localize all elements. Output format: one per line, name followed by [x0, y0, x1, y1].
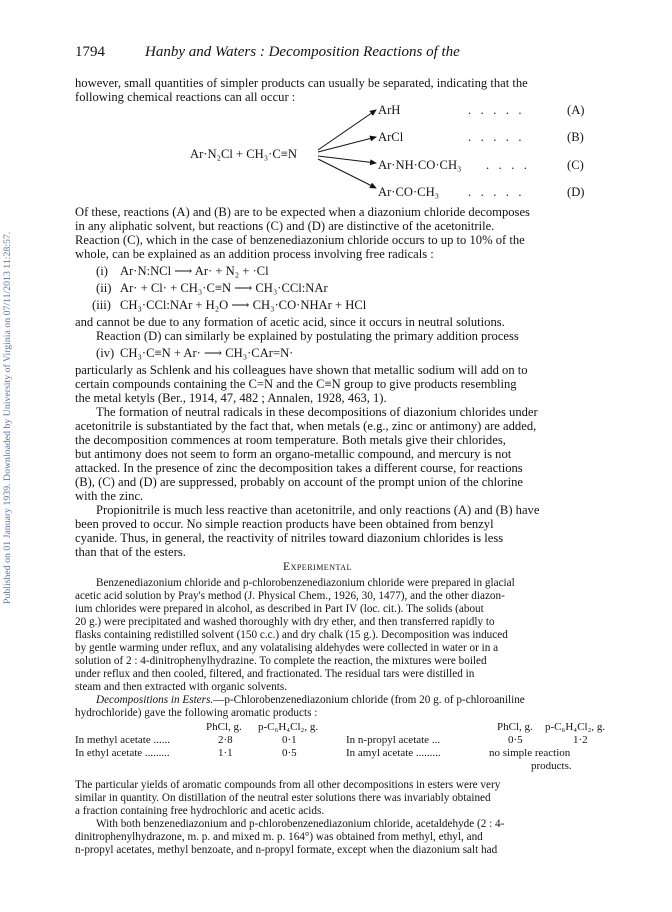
text-line: by gentle warming under reflux, and any volatalising aldehydes were collected in water or in a: [75, 642, 499, 654]
text-line: acetonitrile is substantiated by the fact that, when metals (e.g., zinc or antimony) are added,: [75, 419, 537, 433]
table-cell: 1·2: [573, 734, 588, 746]
table-cell: In amyl acetate .........: [346, 747, 441, 759]
text-line: 20 g.) were precipitated and washed thoroughly with dry ether, and then transferred rapidly to: [75, 616, 495, 628]
scheme-label-b: (B): [567, 130, 584, 144]
section-heading: Experimental: [283, 560, 352, 573]
equation: CH₃·C≡N + Ar· ⟶ CH₃·CAr=N·: [120, 346, 294, 360]
text-line: hydrochloride) gave the following aromatic products :: [75, 707, 318, 719]
text-line: dinitrophenylhydrazone, m. p. and mixed m. p. 164°) was obtained from methyl, ethyl, and: [75, 831, 483, 843]
text-line: but antimony does not seem to form an organo-metallic compound, and mercury is not: [75, 447, 512, 461]
column-header: PhCl, g.: [206, 721, 242, 733]
text-line: Propionitrile is much less reactive than acetonitrile, and only reactions (A) and (B) have: [96, 503, 540, 517]
leader-dots: . . . . .: [468, 103, 522, 117]
text-line: flasks containing redistilled solvent (150 c.c.) and dry chalk (15 g.). Decomposition was induced: [75, 629, 508, 641]
table-cell: In ethyl acetate .........: [75, 747, 170, 759]
text-line: acetic acid solution by Pray's method (J. Physical Chem., 1926, 30, 1477), and the other diazon-: [75, 590, 505, 602]
text-line: solution of 2 : 4-dinitrophenylhydrazine. To complete the reaction, the mixtures were boiled: [75, 655, 487, 667]
scheme-reactant: Ar·N₂Cl + CH₃·C≡N: [190, 147, 297, 161]
text-line: Reaction (D) can similarly be explained by postulating the primary addition process: [96, 329, 519, 343]
column-header: p-C₆H₄Cl₂, g.: [545, 721, 606, 733]
text-line: and cannot be due to any formation of acetic acid, since it occurs in neutral solutions.: [75, 315, 505, 329]
text-line: the decomposition commences at room temperature. Both metals give their chlorides,: [75, 433, 506, 447]
column-header: p-C₆H₄Cl₂, g.: [258, 721, 319, 733]
text-line: following chemical reactions can all occur :: [75, 90, 296, 104]
table-cell: no simple reaction: [489, 747, 571, 759]
text-line: cyanide. Thus, in general, the reactivity of nitriles toward diazonium chlorides is less: [75, 531, 504, 545]
text-line: [96, 693, 525, 707]
text-line: Of these, reactions (A) and (B) are to be expected when a diazonium chloride decomposes: [75, 205, 530, 219]
equation: CH₃·CCl:NAr + H₂O ⟶ CH₃·CO·NHAr + HCl: [120, 298, 367, 312]
text-line: With both benzenediazonium and p-chlorobenzenediazonium chloride, acetaldehyde (2 : 4-: [96, 818, 505, 830]
table-cell: 0·1: [282, 734, 297, 746]
subsection-lead: Decompositions in Esters.: [96, 694, 214, 706]
text-line: steam and then extracted with organic solvents.: [75, 681, 287, 693]
text-line: n-propyl acetates, methyl benzoate, and n-propyl formate, except when the diazonium salt had: [75, 844, 498, 856]
text-line: Reaction (C), which in the case of benzenediazonium chloride occurs to up to 10% of the: [75, 233, 525, 247]
equation: Ar· + Cl· + CH₃·C≡N ⟶ CH₃·CCl:NAr: [120, 281, 328, 295]
text-line: (B), (C) and (D) are suppressed, probably on account of the prompt union of the chlorine: [75, 475, 524, 489]
text-line: with the zinc.: [75, 489, 144, 503]
scheme-product-a: ArH: [378, 103, 401, 117]
equation-number: (ii): [96, 281, 112, 295]
text-line: a fraction containing free hydrochloric and acetic acids.: [75, 805, 325, 817]
text-line: in any aliphatic solvent, but reactions (C) and (D) are distinctive of the acetonitrile.: [75, 219, 495, 233]
running-title: Hanby and Waters : Decomposition Reactions of the: [145, 44, 460, 60]
column-header: PhCl, g.: [497, 721, 533, 733]
table-cell: 0·5: [282, 747, 297, 759]
text-line: The formation of neutral radicals in these decompositions of diazonium chlorides under: [96, 405, 538, 419]
text-line: been proved to occur. No simple reaction products have been obtained from benzyl: [75, 517, 494, 531]
text-line: The particular yields of aromatic compounds from all other decompositions in esters were very: [75, 779, 501, 791]
text-line: than that of the esters.: [75, 545, 186, 559]
table-cell: 2·8: [218, 734, 233, 746]
text-line: similar in quantity. On distillation of the neutral ester solutions there was invariably obtained: [75, 792, 491, 804]
table-cell: In methyl acetate ......: [75, 734, 170, 746]
leader-dots: . . . . .: [468, 130, 522, 144]
text-line: certain compounds containing the C=N and the C≡N group to give products resembling: [75, 377, 517, 391]
text-line: attacked. In the presence of zinc the decomposition takes a different course, for reactions: [75, 461, 523, 475]
scheme-label-d: (D): [567, 185, 585, 199]
table-cell: 0·5: [508, 734, 523, 746]
text-line: Benzenediazonium chloride and p-chlorobenzenediazonium chloride were prepared in glacial: [96, 577, 515, 589]
text-line: whole, can be explained as an addition process involving free radicals :: [75, 247, 434, 261]
table-cell: products.: [531, 760, 572, 772]
equation-number: (iii): [92, 298, 111, 312]
scheme-product-b: ArCl: [378, 130, 404, 144]
leader-dots: . . . .: [486, 158, 527, 172]
table-cell: In n-propyl acetate ...: [346, 734, 441, 746]
equation-number: (i): [96, 264, 108, 278]
table-cell: 1·1: [218, 747, 233, 759]
scheme-label-c: (C): [567, 158, 584, 172]
text-line: particularly as Schlenk and his colleagues have shown that metallic sodium will add on to: [75, 363, 528, 377]
equation: Ar·N:NCl ⟶ Ar· + N₂ + ·Cl: [120, 264, 269, 278]
leader-dots: . . . . .: [468, 185, 522, 199]
text-line: however, small quantities of simpler products can usually be separated, indicating that the: [75, 76, 528, 90]
scheme-label-a: (A): [567, 103, 585, 117]
text-line: under reflux and then cooled, filtered, and fractionated. The residual tars were distilled in: [75, 668, 475, 680]
text-line: the metal ketyls (Ber., 1914, 47, 482 ; Annalen, 1928, 463, 1).: [75, 391, 387, 405]
text-line: ium chlorides were prepared in alcohol, as described in Part IV (loc. cit.). The solids (about: [75, 603, 484, 615]
scheme-product-d: Ar·CO·CH₃: [378, 185, 440, 199]
equation-number: (iv): [96, 346, 115, 360]
page-number: 1794: [75, 44, 105, 60]
scheme-product-c: Ar·NH·CO·CH₃: [378, 158, 462, 172]
subsection-text: —p-Chlorobenzenediazonium chloride (from 20 g. of p-chloroaniline: [213, 694, 525, 706]
download-watermark-text: Published on 01 January 1939. Downloaded by University of Virginia on 07/11/2013 11:28:57.: [2, 231, 13, 604]
